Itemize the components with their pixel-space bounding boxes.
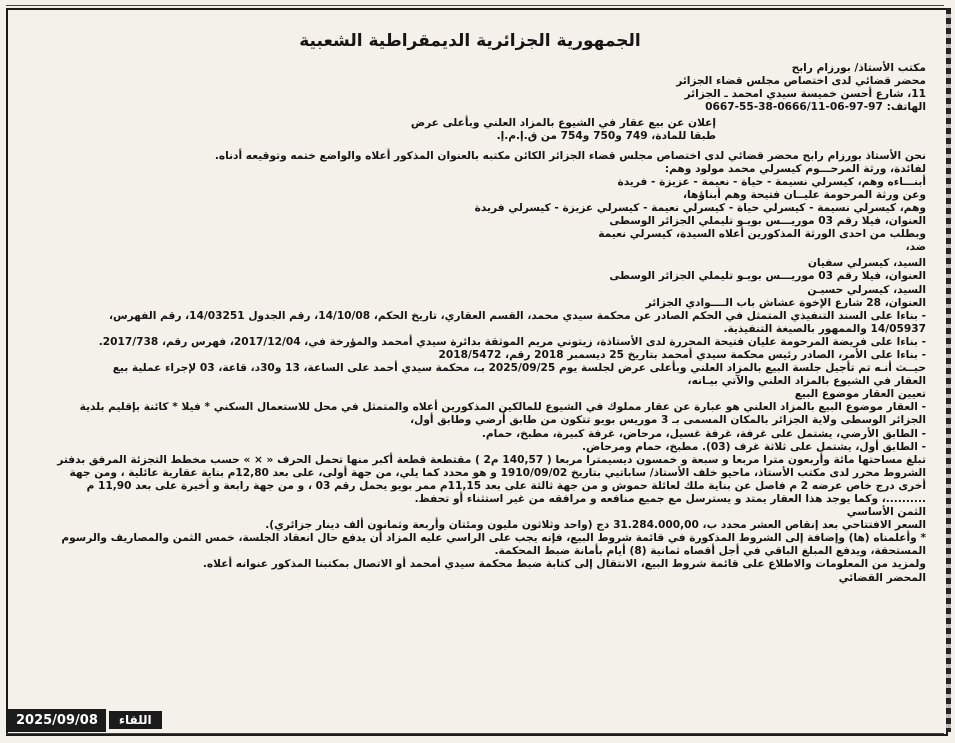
office-name: مكتب الأستاذ/ بورزام رابح	[791, 62, 926, 74]
body-line: - الطابق الأرضي، يشتمل على غرفة، غرفة غسيل، مرحاض، غرفة كبيرة، مطبخ، حمام.	[481, 427, 926, 440]
body-line: السعر الافتتاحي بعد إنقاص العشر محدد ب، 31.284.000,00 دج (واحد وثلاثون مليون ومئتان وأربعة وثمانون ألف دينار جزائري).	[265, 519, 926, 532]
body-line: العنوان، فيلا رقم 03 موريـــس بويـو تليملي الجزائر الوسطى	[609, 270, 926, 283]
body-line: السيد، كيسرلي حسيـن	[807, 283, 926, 296]
body-line: لفائدة، ورثة المرحـــوم كيسرلي محمد مولود وهم:	[664, 162, 926, 175]
edge-texture	[946, 8, 951, 732]
publication-date: 2025/09/08	[8, 709, 106, 732]
top-rule	[6, 5, 944, 6]
body-line: - بناءا على الأمر، الصادر رئيس محكمة سيدي أمحمد بتاريخ 25 ديسمبر 2018 رقم، 2018/5472	[438, 348, 926, 361]
notice-legal-ref: طبقا للمادة، 749 و750 و754 من ق.إ.م.إ.	[496, 130, 716, 143]
body-line: نحن الأستاذ بورزام رابح محضر قضائي لدى اختصاص مجلس قضاء الجزائر الكائن مكتبه بالعنوان المذكور أعلاه والواضع ختمه وتوقيعه أدناه.	[214, 149, 926, 162]
republic-title: الجمهورية الجزائرية الديمقراطية الشعبية	[299, 31, 641, 51]
body-line: ..........، وكما يوجد هذا العقار يمتد و يسترسل مع جميع منافعه و مرافقه من غير استثناء أو تحفظ.	[414, 493, 926, 505]
body-line: وهم، كيسرلي نسيمة - كيسرلي حياة - كيسرلي نعيمة - كيسرلي عزيزة - كيسرلي فريدة	[474, 201, 926, 214]
body-line: السيد، كيسرلي سفيان	[807, 257, 926, 270]
office-role: محضر قضائي لدى اختصاص مجلس قضاء الجزائر	[676, 75, 926, 88]
body-line: أبنـــاءه وهم، كيسرلي نسيمة - حياة - نعيمة - عزيزة - فريدة	[617, 175, 926, 188]
body-line: أخرى درج خاص عرضه 2 م فاصل عن بناية ملك لعائلة حموش و من جهة ثالثة على بعد 11,15م ممر بويو يحمل رقم 03 ، و من جهة رابعة و أخيرة على بعد 11,90 م	[86, 479, 926, 492]
body-line: ولمزيد من المعلومات والاطلاع على قائمة شروط البيع، الانتقال إلى كتابة ضبط محكمة سيدي أمحمد أو الاتصال بمكتبنا المذكور عنوانه أعلاه.	[202, 558, 926, 571]
body-line: العنوان، 28 شارع الإخوة عشاش باب الــــوادي الجزائر	[645, 296, 926, 309]
body-line: حيــث أنـه تم تأجيل جلسة البيع بالمزاد العلني وبأعلى عرض لجلسة يوم 2025/09/25 بـ، محكمة سيدي أحمد على الساعة، 13 و30د، قاعة، 03 لإجراء عملية بيع	[112, 362, 926, 375]
body-line: العنوان، فيلا رقم 03 موريـــس بويـو تليملي الجزائر الوسطى	[609, 215, 926, 228]
body-line: - بناءا على السند التنفيذي المتمثل في الحكم الصادر عن محكمة سيدي محمد، القسم العقاري، تاريخ الحكم، 14/10/08، رقم الجدول 14/03251، رقم الفهرس،	[108, 309, 926, 322]
newspaper-name: اللقاء	[106, 711, 162, 729]
body-line: الشروط محرر لدى مكتب الأستاذ، ماحيو خلف الأستاذ/ ساباتيي بتاريخ 1910/09/02 و هو محدد كما يلي، من جهة أولى، على بعد 12,80م بناية عقارية عائلية ، ومن جهة	[69, 466, 926, 479]
body-line: المستحقة، ويدفع المبلغ الباقي في أجل أقصاه ثمانية (8) أيام بأمانة ضبط المحكمة.	[494, 545, 926, 558]
notice-title: إعلان عن بيع عقار في الشيوع بالمزاد العلني وبأعلى عرض	[410, 117, 716, 130]
body-line: وعن ورثة المرحومة عليــان فتيحة وهم أبناؤها،	[682, 188, 926, 201]
office-address: 11، شارع أحسن خميسة سيدي امحمد ـ الجزائر	[684, 88, 926, 101]
signature-title: المحضر القضائي	[838, 571, 926, 584]
body-line: - الطابق أول، يشتمل على ثلاثة غرف (03). مطبخ، حمام ومرحاض.	[581, 440, 926, 453]
footer-strip	[8, 709, 204, 731]
body-line: - العقار موضوع البيع بالمزاد العلني هو عبارة عن عقار مملوك في الشيوع للمالكين المذكورين أعلاه والمتمثل في محل للاستعمال السكني * فيلا * كائنة بإقليم بلدية	[79, 401, 926, 414]
body-line: * وأعلمناه (ها) وإضافة إلى الشروط المذكورة في قائمة شروط البيع، فإنه يجب على الراسي عليه المزاد أن يدفع حال انعقاد الجلسة، خمس الثمن والمصاريف والرسوم	[61, 532, 926, 545]
body-line: وبطلب من احدى الورثة المذكورين أعلاه السيدة، كيسرلي نعيمة	[598, 228, 926, 241]
body-line: العقار في الشيوع بالمزاد العلني والآتي بيـانه،	[687, 375, 926, 388]
section-heading: تعيين العقار موضوع البيع	[794, 388, 926, 401]
section-heading: الثمن الأساسي	[846, 506, 926, 519]
body-line: ضد،	[905, 241, 926, 254]
body-line: - بناءا على فريضة المرحومة عليان فتيحة المحررة لدى الأستاذة، زيتوني مريم الموثقة بدائرة سيدي أمحمد والمؤرخة في، 2017/12/04، فهرس رقم، 2017/738.	[98, 335, 926, 348]
notice-content	[14, 30, 926, 700]
bottom-rule	[6, 733, 944, 734]
body-line: 14/05937 والممهور بالصيغة التنفيذية.	[723, 322, 926, 335]
body-line: الجزائر الوسطى ولاية الجزائر بالمكان المسمى بـ 3 موريس بويو تتكون من طابق أرضي وطابق أول،	[410, 414, 926, 427]
office-phone: الهاتف: 97-97-06-0666/11-38-55-0667	[705, 101, 926, 114]
body-line: تبلغ مساحتها مائة وأربعون مترا مربعا و سبعة و خمسون ديسيمترا مربعا ( 140,57 م2 ) مقتطعة قطعة أكبر منها تحمل الحرف « × » حسب مخطط التجزئة المرفق بدفتر	[57, 453, 926, 466]
